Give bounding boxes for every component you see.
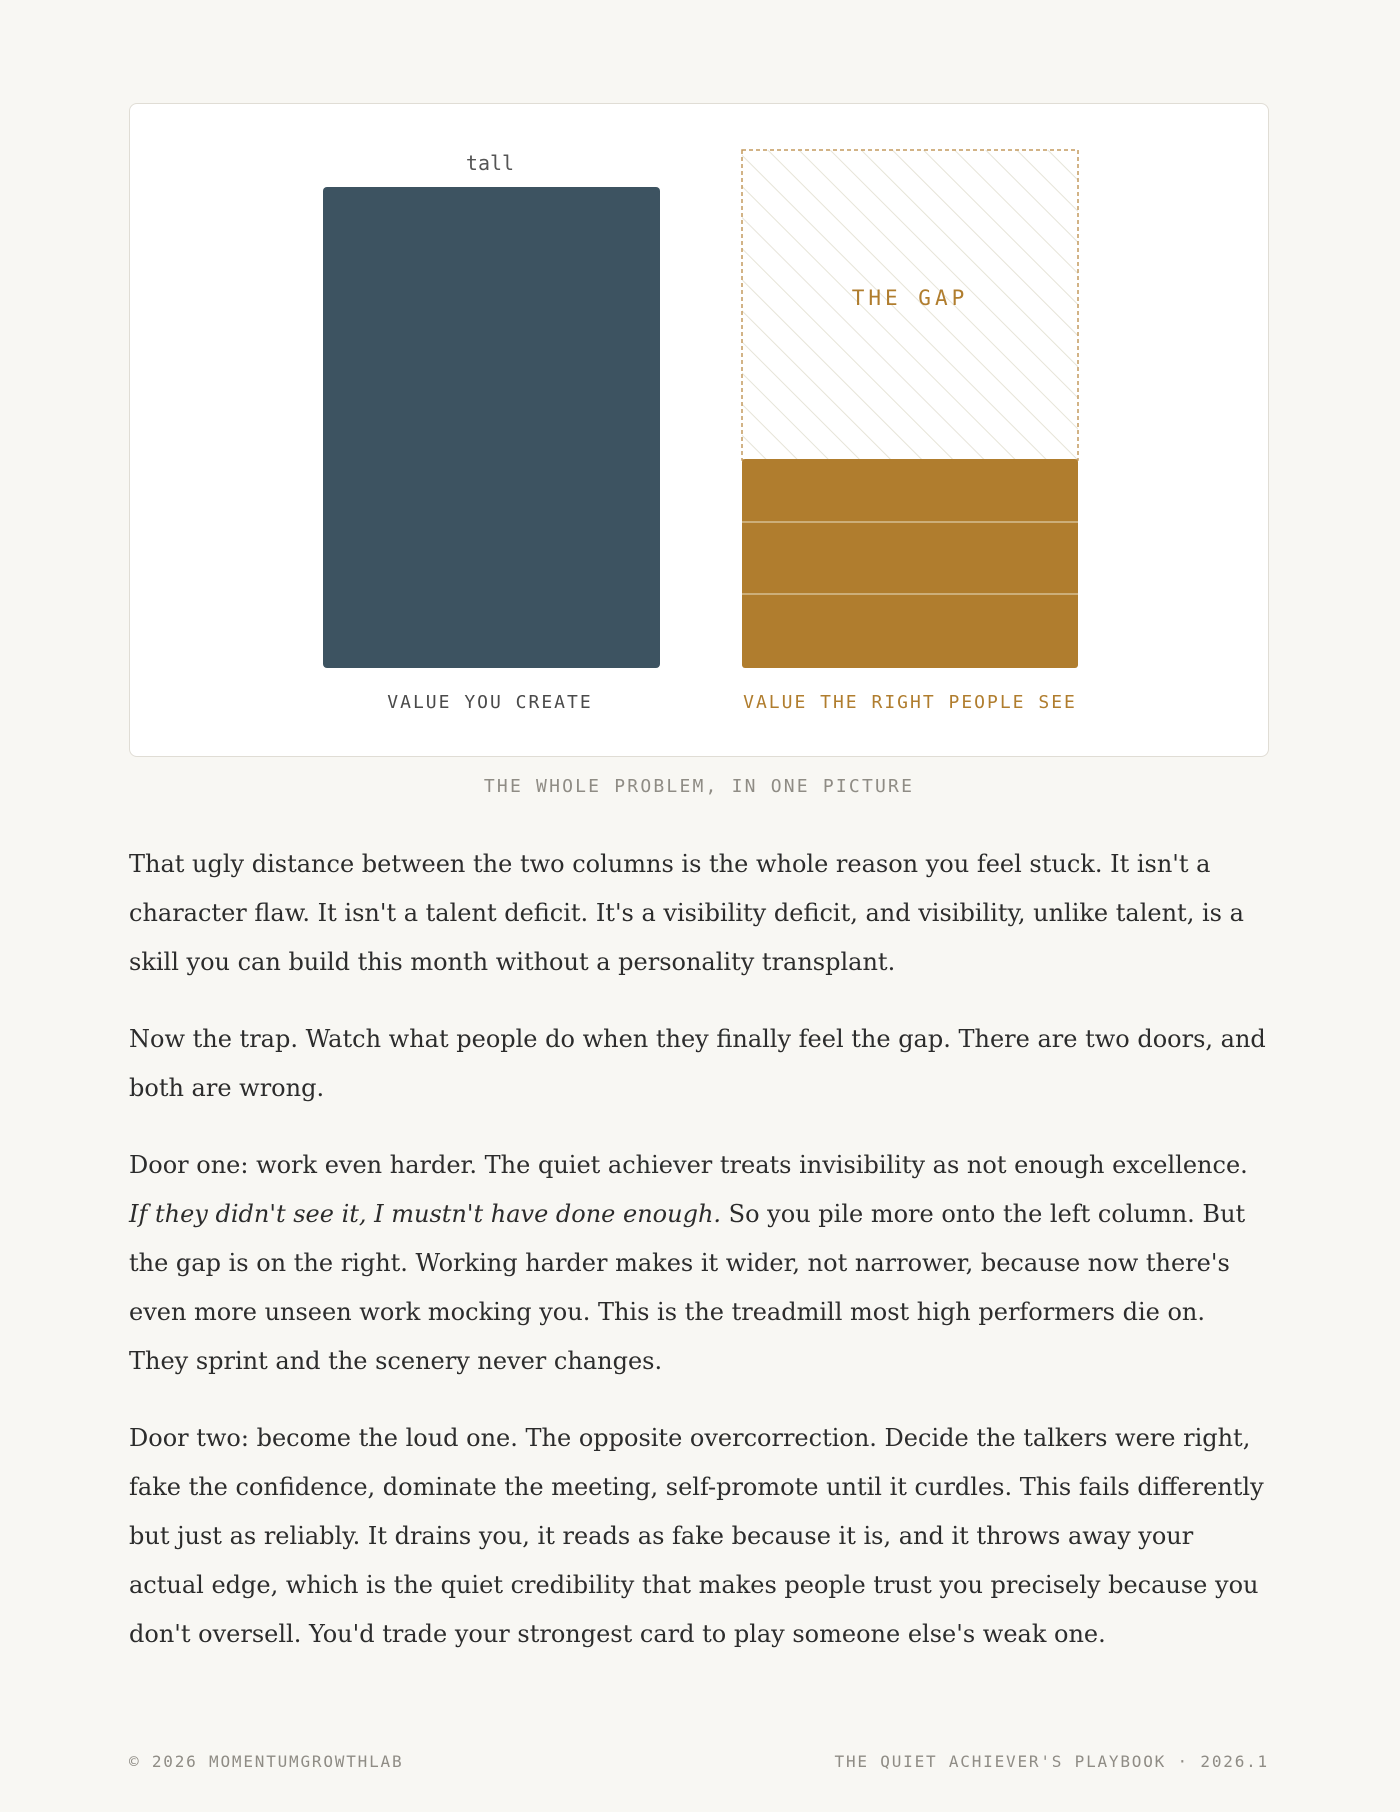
bar-top-label: tall (465, 151, 515, 175)
bar-value-you-create (323, 187, 660, 668)
bar-value-seen (742, 459, 1078, 668)
paragraph-text: So you pile more onto the left column. But the gap is on the right. Working harder makes it wider, not narrower, because now there's even more unseen work mocking you. This is the treadmill most high performers die on. They sprint and the scenery never changes. (129, 1200, 1246, 1375)
figure-card (129, 103, 1269, 757)
category-label-create: VALUE YOU CREATE (387, 692, 593, 713)
footer-publication: THE QUIET ACHIEVER'S PLAYBOOK · 2026.1 (834, 1752, 1269, 1771)
paragraph: Door two: become the loud one. The opposite overcorrection. Decide the talkers were right, fake the confidence, dominate the meeting, self-promote until it curdles. This fails differently but just as reliably. It drains you, it reads as fake because it is, and it throws away your actual edge, which is the quiet credibility that makes people trust you precisely because you don't oversell. You'd trade your strongest card to play someone else's weak one. (129, 1424, 1264, 1648)
gap-label: THE GAP (851, 286, 969, 310)
page-footer (129, 1752, 1269, 1771)
footer-copyright: © 2026 MOMENTUMGROWTHLAB (129, 1752, 404, 1771)
paragraph-emphasis: If they didn't see it, I mustn't have done enough. (129, 1200, 722, 1228)
category-label-seen: VALUE THE RIGHT PEOPLE SEE (743, 692, 1077, 713)
paragraph: Now the trap. Watch what people do when they finally feel the gap. There are two doors, and both are wrong. (129, 1025, 1266, 1102)
paragraph (129, 1141, 1269, 1386)
article-body (129, 840, 1269, 1687)
gap-chart (130, 104, 1270, 758)
paragraph: That ugly distance between the two columns is the whole reason you feel stuck. It isn't a character flaw. It isn't a talent deficit. It's a visibility deficit, and visibility, unlike talent, is a skill you can build this month without a personality transplant. (129, 850, 1244, 976)
figure-caption: THE WHOLE PROBLEM, IN ONE PICTURE (483, 776, 915, 797)
paragraph-text: Door one: work even harder. The quiet achiever treats invisibility as not enough excellence. (129, 1151, 1248, 1179)
